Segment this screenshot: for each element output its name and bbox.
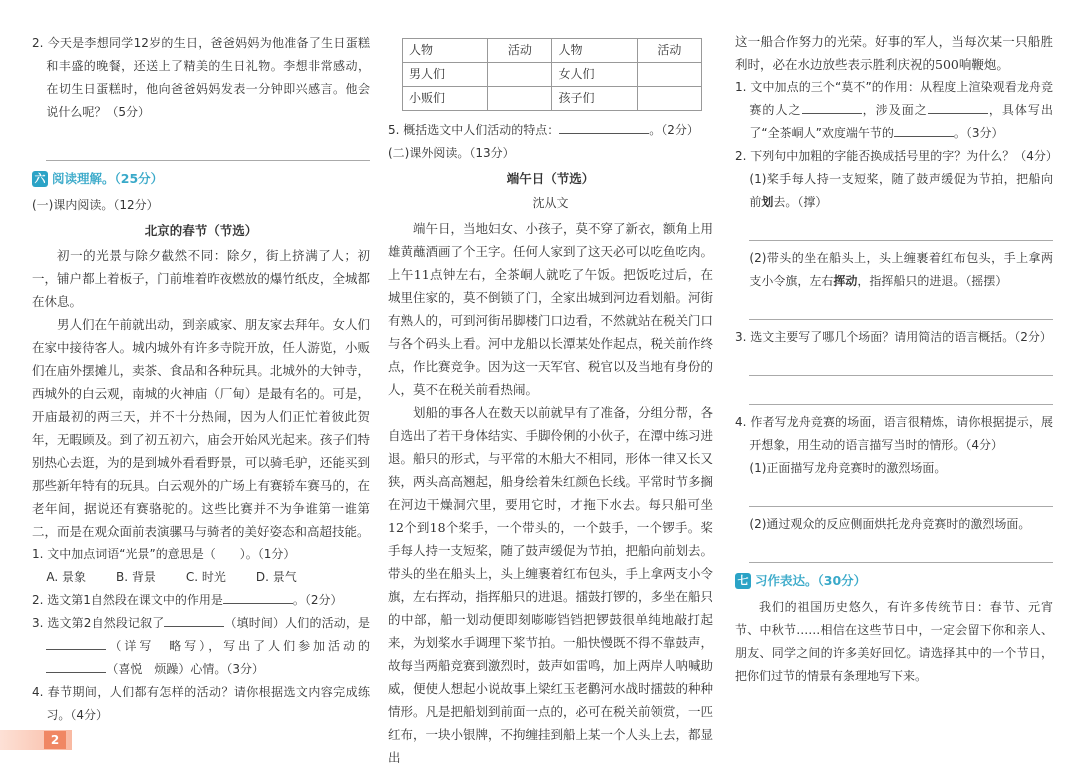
option-d[interactable]: D. 景气 xyxy=(255,570,297,584)
option-c[interactable]: C. 时光 xyxy=(185,570,226,584)
page-number: 2 xyxy=(44,731,66,749)
table-row xyxy=(403,87,702,111)
table-cell: 女人们 xyxy=(552,63,637,87)
passage-title: 北京的春节（节选） xyxy=(144,223,258,238)
answer-line[interactable] xyxy=(749,382,1053,405)
blank[interactable] xyxy=(46,658,106,673)
table-row xyxy=(403,63,702,87)
table-header-row xyxy=(403,39,702,63)
blank[interactable] xyxy=(928,99,988,114)
answer-line[interactable] xyxy=(749,297,1053,320)
section-writing-heading xyxy=(735,569,1053,592)
question-2: 2. 下列句中加粗的字能否换成括号里的字？为什么？（4分） xyxy=(735,149,1058,163)
table-header: 活动 xyxy=(637,39,701,63)
section-badge: 七 xyxy=(735,573,751,589)
question-4: 4. 春节期间，人们都有怎样的活动？请你根据选文内容完成练习。（4分） xyxy=(32,685,370,722)
table-answer-cell[interactable] xyxy=(637,63,701,87)
table-answer-cell[interactable] xyxy=(488,63,552,87)
passage-title: 端午日（节选） xyxy=(506,171,595,186)
question-1: 1. 文中加点的三个“莫不”的作用：从程度上渲染观看龙舟竞赛的人之 ，涉及面之 ，具体写出了“全茶峒人”欢度端午节的 。（3分） xyxy=(735,80,1053,140)
essay-prompt: 我们的祖国历史悠久，有许多传统节日：春节、元宵节、中秋节……相信在这些节日中，一定会留下你和亲人、朋友、同学之间的许多美好回忆。请选择其中的一个节日，把你们过节的情景有条理地写下来。 xyxy=(735,600,1053,683)
question-5: 5. 概括选文中人们活动的特点： 。（2分） xyxy=(388,119,713,142)
subsection-in-class: (一)课内阅读。（12分） xyxy=(32,198,159,212)
middle-column xyxy=(388,0,713,769)
blank[interactable] xyxy=(223,589,293,604)
answer-line[interactable] xyxy=(749,540,1053,563)
blank[interactable] xyxy=(802,99,862,114)
blank[interactable] xyxy=(164,612,224,627)
question-birthday: 2. 今天是李想同学12岁的生日，爸爸妈妈为他准备了生日蛋糕和丰盛的晚餐，还送上了精美的生日礼物。李想非常感动，在切生日蛋糕时，他向爸爸妈妈发表一分钟即兴感言。他会说什么呢？（5分） xyxy=(32,36,370,119)
option-b[interactable]: B. 背景 xyxy=(116,570,156,584)
table-header: 活动 xyxy=(488,39,552,63)
right-column xyxy=(735,0,1058,688)
options-list xyxy=(32,566,370,589)
answer-line[interactable] xyxy=(749,218,1053,241)
question-3: 3. 选文第2自然段记叙了 （填时间）人们的活动，是（详写 略写），写出了人们参加活动的（喜悦 烦躁）心情。（3分） xyxy=(32,612,370,681)
question-4: 4. 作者写龙舟竞赛的场面，语言很精炼，请你根据提示，展开想象，用生动的语言描写当时的情形。（4分） xyxy=(735,415,1053,452)
option-a[interactable]: A. 景象 xyxy=(46,570,87,584)
question-2: 2. 选文第1自然段在课文中的作用是 。（2分） xyxy=(32,589,370,612)
table-cell: 小贩们 xyxy=(403,87,488,111)
section-title: 阅读理解。（25分） xyxy=(52,171,164,186)
passage-paragraph: 初一的光景与除夕截然不同：除夕，街上挤满了人；初一，铺户都上着板子，门前堆着昨夜燃放的爆竹纸皮，全城都在休息。 xyxy=(32,248,370,309)
section-badge: 六 xyxy=(32,171,48,187)
blank[interactable] xyxy=(559,119,649,134)
passage-author: 沈从文 xyxy=(532,196,569,210)
left-column xyxy=(32,0,370,727)
answer-line[interactable] xyxy=(749,353,1053,376)
table-header: 人物 xyxy=(403,39,488,63)
table-answer-cell[interactable] xyxy=(637,87,701,111)
question-3: 3. 选文主要写了哪几个场面？请用简洁的语言概括。（2分） xyxy=(735,330,1052,344)
passage-paragraph: 男人们在午前就出动，到亲戚家、朋友家去拜年。女人们在家中接待客人。城内城外有许多寺院开放，任人游览，小贩们在庙外摆摊儿，卖茶、食品和各种玩具。北城外的大钟寺，西城外的白云观，南城的火神庙（厂甸）是最有名的。可是，开庙最初的两三天，并不十分热闹，因为人们正忙着彼此贺年，无暇顾及。到了初五初六，庙会开始风光起来。孩子们特别热心去逛，为的是到城外看看野景，可以骑毛驴，还能买到那些新年特有的玩具。白云观外的广场上有赛轿车赛马的，在老年间，据说还有赛骆驼的。这些比赛并不为争谁第一谁第二，而是在观众面前表演骡马与骑者的美好姿态和高超技能。 xyxy=(32,317,370,539)
table-header: 人物 xyxy=(552,39,637,63)
blank[interactable] xyxy=(46,635,106,650)
question-4-2: (2)通过观众的反应侧面烘托龙舟竞赛时的激烈场面。 xyxy=(749,517,1031,531)
subsection-extra-reading: (二)课外阅读。（13分） xyxy=(388,146,515,160)
question-1: 1. 文中加点词语“光景”的意思是（ ）。（1分） xyxy=(32,547,296,561)
question-2-1: (1)桨手每人持一支短桨，随了鼓声缓促为节拍，把船向前划去。（撑） xyxy=(749,172,1053,209)
answer-line[interactable] xyxy=(46,138,370,161)
question-4-1: (1)正面描写龙舟竞赛时的激烈场面。 xyxy=(749,461,947,475)
section-reading-heading xyxy=(32,167,370,190)
table-answer-cell[interactable] xyxy=(488,87,552,111)
activity-table xyxy=(402,38,702,111)
table-cell: 孩子们 xyxy=(552,87,637,111)
section-title: 习作表达。（30分） xyxy=(755,573,867,588)
table-cell: 男人们 xyxy=(403,63,488,87)
passage-paragraph: 端午日，当地妇女、小孩子，莫不穿了新衣，额角上用雄黄蘸酒画了个王字。任何人家到了这天必可以吃鱼吃肉。上午11点钟左右，全茶峒人就吃了午饭。把饭吃过后，在城里住家的，莫不倒锁了门，全家出城到河边看划船。河街有熟人的，可到河街吊脚楼门口边看，不然就站在税关门口与各个码头上看。河中龙船以长潭某处作起点，税关前作终点，作比赛竞争。因为这一天军官、税官以及当地有身份的人，莫不在税关前看热闹。 xyxy=(388,221,714,397)
question-2-2: (2)带头的坐在船头上，头上缠裹着红布包头，手上拿两支小令旗，左右挥动，指挥船只的进退。（摇摆） xyxy=(749,251,1053,288)
passage-paragraph: 这一船合作努力的光荣。好事的军人，当每次某一只船胜利时，必在水边放些表示胜利庆祝的500响鞭炮。 xyxy=(735,34,1053,72)
blank[interactable] xyxy=(894,122,954,137)
answer-line[interactable] xyxy=(749,484,1053,507)
passage-paragraph: 划船的事各人在数天以前就早有了准备，分组分帮，各自选出了若干身体结实、手脚伶俐的小伙子，在潭中练习进退。船只的形式，与平常的木船大不相同，形体一律又长又狭，两头高高翘起，船身绘着朱红颜色长线。平常时节多搁在河边干燥洞穴里，要用它时，才拖下水去。每只船可坐12个到18个桨手，一个带头的，一个鼓手，一个锣手。桨手每人持一支短桨，随了鼓声缓促为节拍，把船向前划去。带头的坐在船头上，头上缠裹着红布包头，手上拿两支小令旗，左右挥动，指挥船只的进退。擂鼓打锣的，多坐在船只的中部，船一划动便即刻嘭嘭铛铛把锣鼓很单纯地敲打起来，为划桨水手调理下桨节拍。一船快慢既不得不靠鼓声，故每当两船竞赛到激烈时，鼓声如雷鸣，加上两岸人呐喊助威，便使人想起小说故事上梁红玉老鹳河水战时擂鼓的种种情形。凡是把船划到前面一点的，必可在税关前领赏，一匹红布，一块小银牌，不拘缠挂到船上某一个人头上去，都显出 xyxy=(388,405,714,765)
